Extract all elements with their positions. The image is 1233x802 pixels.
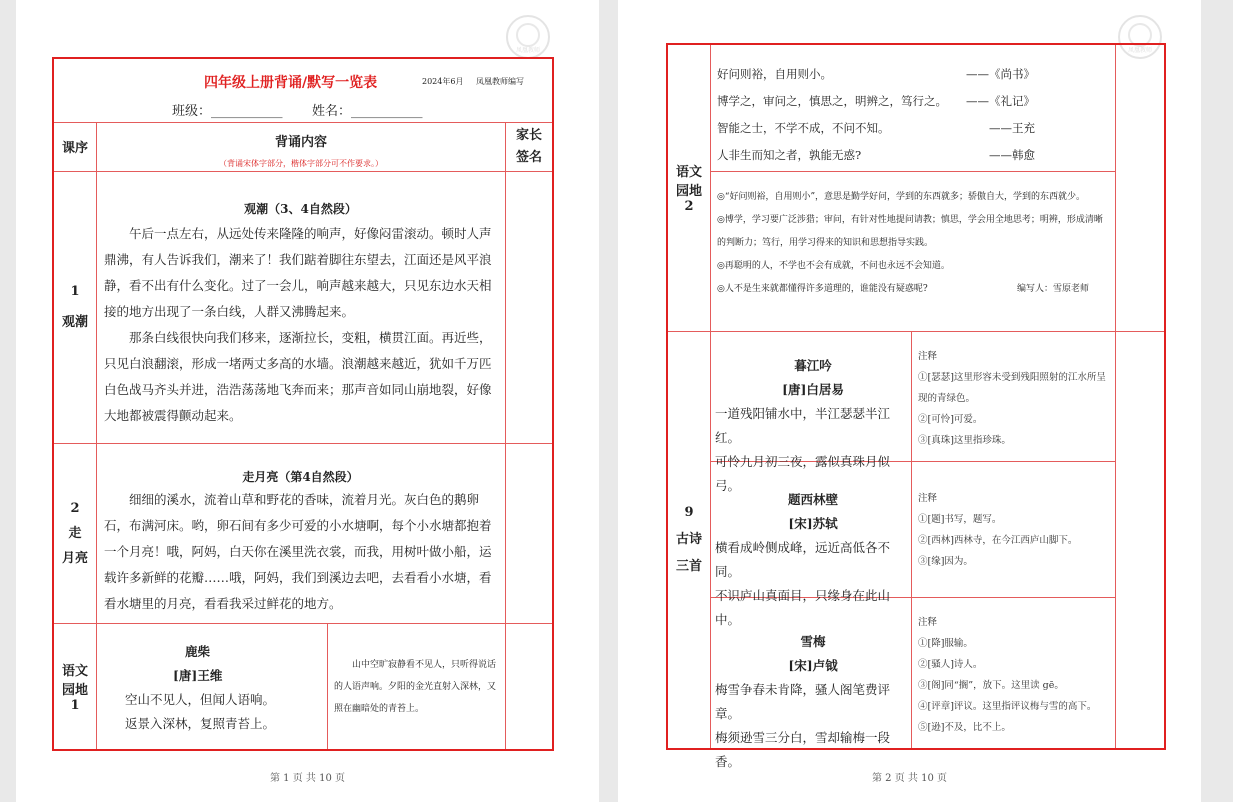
poem-xuemei: [711, 598, 912, 769]
mujiangyin-line-1: 一道残阳铺水中，半江瑟瑟半江红。: [715, 405, 891, 445]
tixilinbi-title: 题西林壁: [787, 491, 838, 507]
row-label-poems: 9 古诗 三首: [667, 331, 711, 749]
zouyueliang-content: [97, 443, 506, 623]
sign-cell-4: [1116, 44, 1166, 331]
zouyueliang-para: 细细的溪水，流着山草和野花的香味，流着月光。灰白色的鹅卵石，布满河床。哟，卵石间有多少可爱的小水塘啊，每个小水塘都抱着一个月亮！哦，阿妈，白天你在溪里洗衣裳，而我，用树叶做小船，运载许多新鲜的花瓣……哦，阿妈，我们到溪边去吧，去看看小水塘，看看水塘里的月亮，看看我采过鲜花的地方。: [104, 491, 492, 611]
luzhai-line-1: 空山不见人，但闻人语响。: [125, 691, 276, 707]
sign-cell-3: [506, 623, 554, 750]
guanchao-heading: 观潮（3、4自然段）: [244, 201, 357, 216]
quote-2-source: ——《礼记》: [966, 94, 1035, 108]
luzhai-author: [唐]王维: [173, 667, 223, 683]
luzhai-title: 鹿柴: [185, 643, 211, 659]
watermark-seal: 凤凰教师: [506, 15, 550, 59]
mujiangyin-title: 暮江吟: [794, 357, 832, 373]
poems-block: [711, 331, 1116, 769]
tixilinbi-line-1: 横看成岭侧成峰，远近高低各不同。: [715, 539, 891, 579]
luzhai-translation: 山中空旷寂静看不见人，只听得说话的人语声响。夕阳的金光直射入深林，又照在幽暗处的青苔上。: [334, 659, 497, 714]
page-title: 四年级上册背诵/默写一览表: [204, 75, 378, 91]
luzhai-line-2: 返景入深林，复照青苔上。: [125, 715, 276, 731]
col-sign-header: 家长签名: [506, 122, 554, 171]
quotes-block: [711, 44, 1116, 171]
tixilinbi-author: [宋]苏轼: [788, 515, 838, 531]
guanchao-para-1: 午后一点左右，从远处传来隆隆的响声，好像闷雷滚动。顿时人声鼎沸，有人告诉我们，潮来了！我们踮着脚往东望去，江面还是风平浪静，看不出有什么变化。过了一会儿，响声越来越大，只见东边水天相接的地方出现了一条白线，人群又沸腾起来。: [104, 225, 492, 319]
page-footer-2: 第 2 页 共 10 页: [872, 773, 947, 784]
author-text: 凤凰教师编写: [476, 77, 524, 86]
explanation-1: ◎“好问则裕，自用则小”，意思是勤学好问，学到的东西就多；骄傲自大，学到的东西就少。: [717, 191, 1086, 202]
quote-4-source: ——韩愈: [989, 148, 1035, 162]
quote-1: 好问则裕，自用则小。: [717, 67, 832, 81]
quote-3-source: ——王充: [989, 121, 1035, 135]
xuemei-author: [宋]卢钺: [788, 657, 838, 673]
recitation-table: [52, 57, 554, 751]
mujiangyin-author: [唐]白居易: [782, 381, 844, 397]
mujiangyin-line-2: 可怜九月初三夜，露似真珠月似弓。: [715, 453, 891, 493]
quote-3: 智能之士，不学不成，不问不知。: [717, 121, 890, 135]
row-label-garden2: 语文 园地 2: [667, 44, 711, 331]
xuemei-line-2: 梅须逊雪三分白，雪却输梅一段香。: [715, 729, 891, 769]
page-footer-1: 第 1 页 共 10 页: [270, 773, 345, 784]
xuemei-title: 雪梅: [800, 633, 826, 649]
luzhai-content: [97, 623, 506, 750]
zouyueliang-heading: 走月亮（第4自然段）: [242, 469, 359, 484]
row-label-guanchao: 1 观潮: [53, 171, 97, 443]
mujiangyin-notes: 注释 ①[瑟瑟]这里形容未受到残阳照射的江水所呈现的青绿色。 ②[可怜]可爱。 ③[真珠]这里指珍珠。: [918, 350, 1106, 446]
col-lesson-header: 课序: [53, 122, 97, 171]
name-field: 姓名：___________: [312, 104, 423, 119]
sign-cell-1: [506, 171, 554, 443]
quote-4: 人非生而知之者，孰能无惑?: [717, 148, 862, 162]
xuemei-line-1: 梅雪争春未肯降，骚人阁笔费评章。: [715, 681, 891, 721]
sign-cell-5: [1116, 331, 1166, 749]
date-text: 2024年6月: [422, 77, 464, 86]
guanchao-para-2: 那条白线很快向我们移来，逐渐拉长，变粗，横贯江面。再近些，只见白浪翻滚，形成一堵两丈多高的水墙。浪潮越来越近，犹如千万匹白色战马齐头并进，浩浩荡荡地飞奔而来；那声音如同山崩地裂，好像大地都被震得颤动起来。: [104, 329, 492, 423]
sign-cell-2: [506, 443, 554, 623]
guanchao-content: [97, 171, 506, 443]
explanation-4: ◎人不是生来就都懂得许多道理的，谁能没有疑惑呢?: [717, 283, 928, 294]
tixilinbi-line-2: 不识庐山真面目，只缘身在此山中。: [715, 587, 891, 627]
tixilinbi-notes: 注释 ①[题]书写，题写。 ②[西林]西林寺，在今江西庐山脚下。 ③[缘]因为。: [918, 492, 1078, 567]
explanation-block: [711, 171, 1116, 331]
recitation-table-2: [666, 43, 1166, 769]
col-content-header: [97, 122, 506, 171]
class-field: 班级：___________: [172, 104, 283, 119]
quote-2: 博学之，审问之，慎思之，明辨之，笃行之。: [717, 94, 947, 108]
quote-1-source: ——《尚书》: [966, 67, 1035, 81]
table-header: [53, 58, 553, 122]
content-header-note: （背诵宋体字部分，楷体字部分可不作要求。）: [219, 158, 383, 168]
poem-tixilinbi: [711, 462, 912, 627]
row-label-zouyueliang: 2 走 月亮: [53, 443, 97, 623]
xuemei-notes: 注释 ①[降]服输。 ②[骚人]诗人。 ③[阁]同“搁”，放下。这里读 gē。 ④[评章]评议。这里指评议梅与雪的高下。 ⑤[逊]不及，比不上。: [918, 616, 1097, 733]
document-page-2: [618, 0, 1201, 802]
explanation-author: 编写人：雪原老师: [1016, 283, 1089, 294]
watermark-seal: 凤凰教师: [1118, 15, 1162, 59]
explanation-2: ◎博学，学习要广泛涉猎；审问，有针对性地提问请教；慎思，学会用全地思考；明辨，形成清晰的判断力；笃行，用学习得来的知识和思想指导实践。: [717, 214, 1103, 248]
content-header-label: 背诵内容: [274, 134, 327, 150]
document-page-1: [16, 0, 599, 802]
explanation-3: ◎再聪明的人，不学也不会有成就，不问也永远不会知道。: [717, 260, 950, 271]
luzhai-poem: [97, 624, 328, 749]
poem-mujiangyin: [711, 332, 912, 493]
row-label-garden1: 语文 园地 1: [53, 623, 97, 750]
